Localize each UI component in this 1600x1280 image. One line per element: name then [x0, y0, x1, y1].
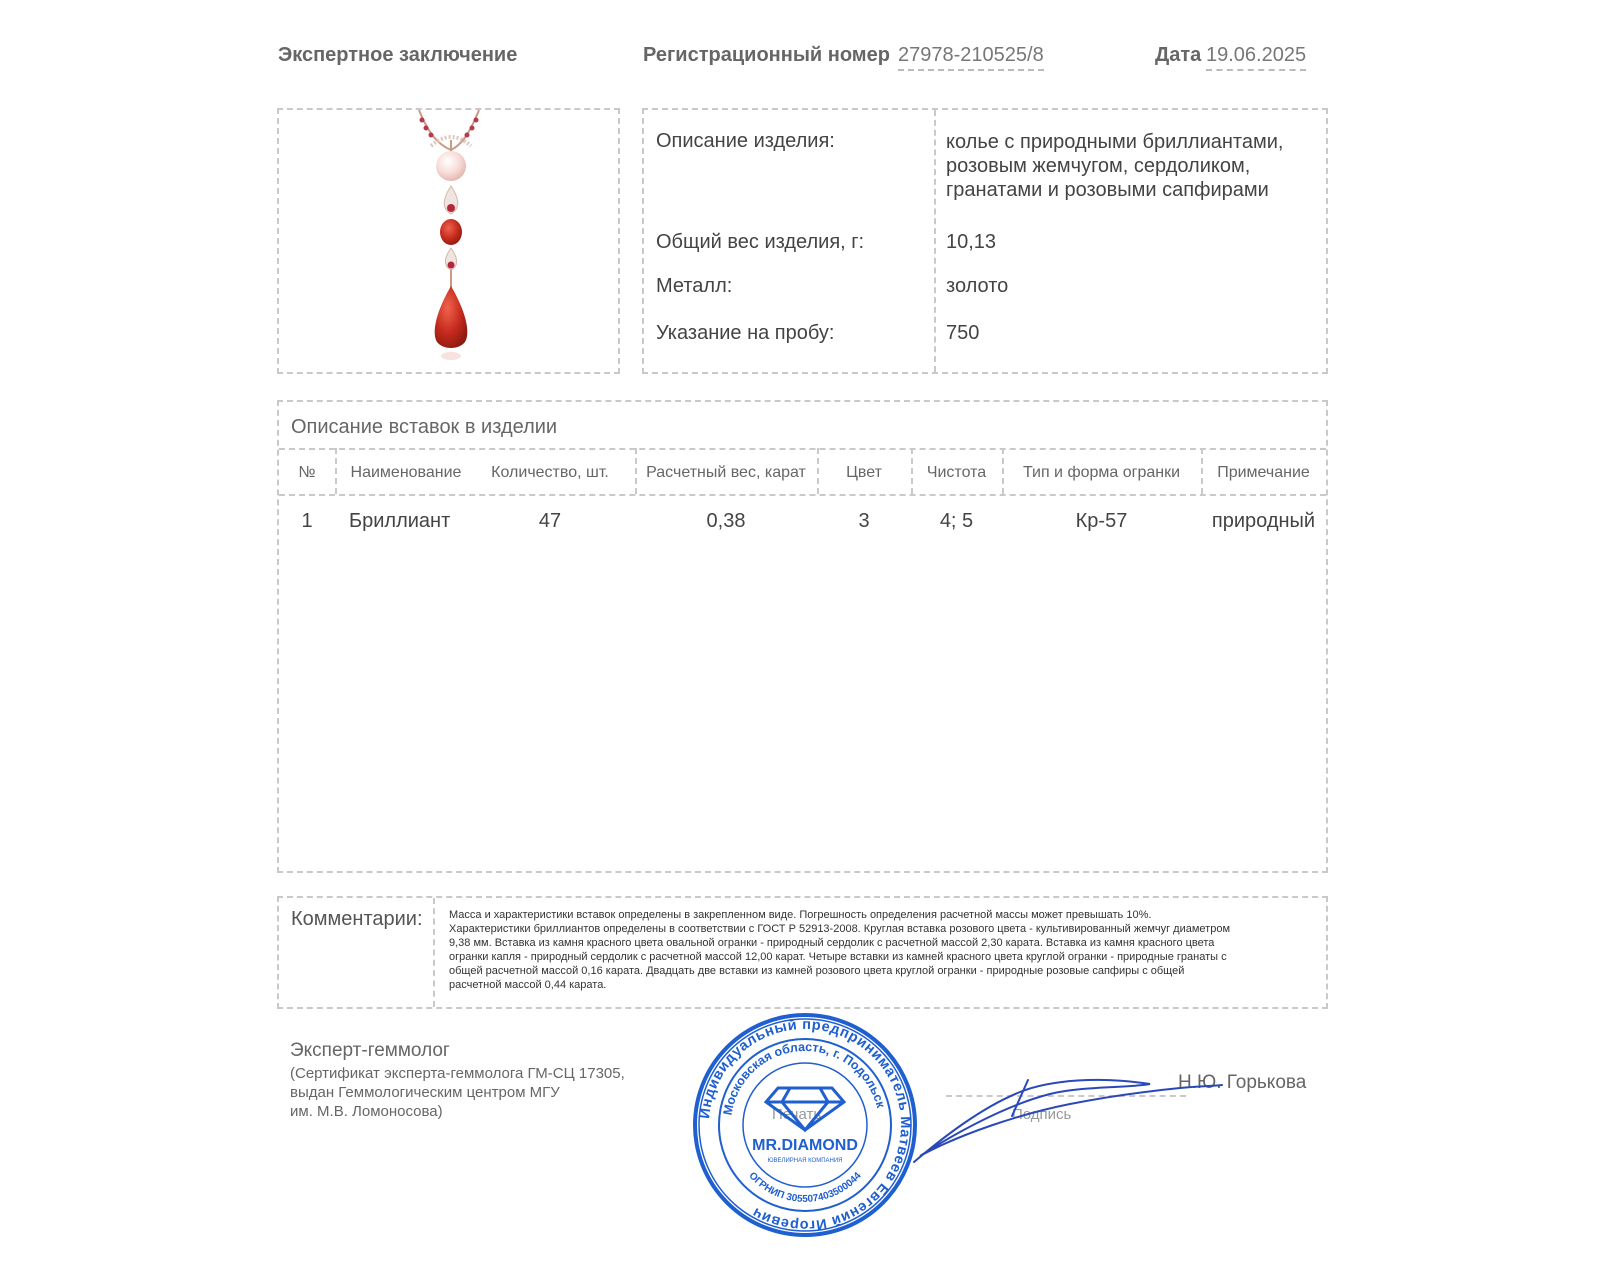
- product-photo-frame: [277, 108, 620, 374]
- assay-value: 750: [946, 322, 980, 344]
- signature-placeholder-label: Подпись: [1012, 1106, 1072, 1123]
- svg-text:ОГРНИП 305507403500044: ОГРНИП 305507403500044: [746, 1170, 864, 1205]
- document-title: Экспертное заключение: [278, 44, 518, 66]
- product-info-panel: [642, 108, 1328, 374]
- description-value: колье с природными бриллиантами, розовым жемчугом, сердоликом, гранатами и розовыми сапфирами: [946, 131, 1284, 201]
- weight-label: Общий вес изделия, г:: [656, 231, 865, 253]
- stamp-brand-sub: ЮВЕЛИРНАЯ КОМПАНИЯ: [767, 1158, 843, 1164]
- weight-value: 10,13: [946, 231, 997, 253]
- col-note: Примечание: [1217, 464, 1310, 481]
- table-row: 1 Бриллиант 47 0,38 3 4; 5 Кр-57 природный: [301, 510, 1316, 532]
- col-number: №: [298, 464, 316, 481]
- table-header-row: [279, 448, 1326, 494]
- comments-text: Масса и характеристики вставок определены в закрепленном виде. Погрешность определения расчетной массы может превышать 10%. Характеристики бриллиантов определены в соответствии с ГОСТ Р 52913-2008. Круглая вставка розового цвета - культивированный жемчуг диаметром 9,38 мм. Вставка из камня красного цвета овальной огранки - природный сердолик с расчетной массой 2,30 карата. Вставка из камня красного цвета огранки капля - природный сердолик с расчетной массой 12,00 карат. Четыре вставки из камней красного цвета круглой огранки - природные гранаты с общей расчетной массой 0,16 карата. Двадцать две вставки из камней розового цвета круглой огранки - природные розовые сапфиры с общей расчетной массой 0,44 карата.: [449, 909, 1231, 991]
- inserts-title: Описание вставок в изделии: [291, 416, 558, 438]
- comments-label: Комментарии:: [291, 908, 423, 930]
- col-quantity: Количество, шт.: [491, 464, 609, 481]
- metal-value: золото: [946, 275, 1009, 297]
- inserts-table: [277, 400, 1328, 873]
- stamp-placeholder-label: Печать: [772, 1106, 822, 1123]
- svg-text:Индивидуальный предприниматель: Индивидуальный предприниматель Матвеев Евгений Игоревич: [697, 1016, 914, 1234]
- svg-text:Московская область, г. Подольс: Московская область, г. Подольск: [720, 1039, 888, 1117]
- col-name: Наименование: [350, 464, 462, 481]
- col-cut: Тип и форма огранки: [1022, 464, 1181, 481]
- date-label: Дата: [1155, 44, 1202, 66]
- col-weight: Расчетный вес, карат: [646, 464, 806, 481]
- date-value: 19.06.2025: [1206, 44, 1306, 71]
- handwritten-signature: [900, 1070, 1240, 1170]
- reg-number-value: 27978-210525/8: [898, 44, 1044, 71]
- comments-panel: [277, 896, 1328, 1009]
- col-color: Цвет: [846, 464, 882, 481]
- round-stamp: [690, 1010, 920, 1240]
- expert-certificate: (Сертификат эксперта-геммолога ГМ-СЦ 17305, выдан Геммологическим центром МГУ им. М.В. Ломоносова): [290, 1065, 625, 1120]
- necklace-image: [279, 110, 618, 372]
- diamond-logo-icon: [766, 1088, 844, 1130]
- description-label: Описание изделия:: [656, 130, 835, 152]
- metal-label: Металл:: [656, 275, 733, 297]
- col-clarity: Чистота: [926, 464, 987, 481]
- stamp-brand: MR.DIAMOND: [752, 1137, 858, 1154]
- expert-title: Эксперт-геммолог: [290, 1040, 450, 1061]
- assay-label: Указание на пробу:: [656, 322, 835, 344]
- reg-number-label: Регистрационный номер: [643, 44, 890, 66]
- expert-name: Н.Ю. Горькова: [1178, 1072, 1307, 1093]
